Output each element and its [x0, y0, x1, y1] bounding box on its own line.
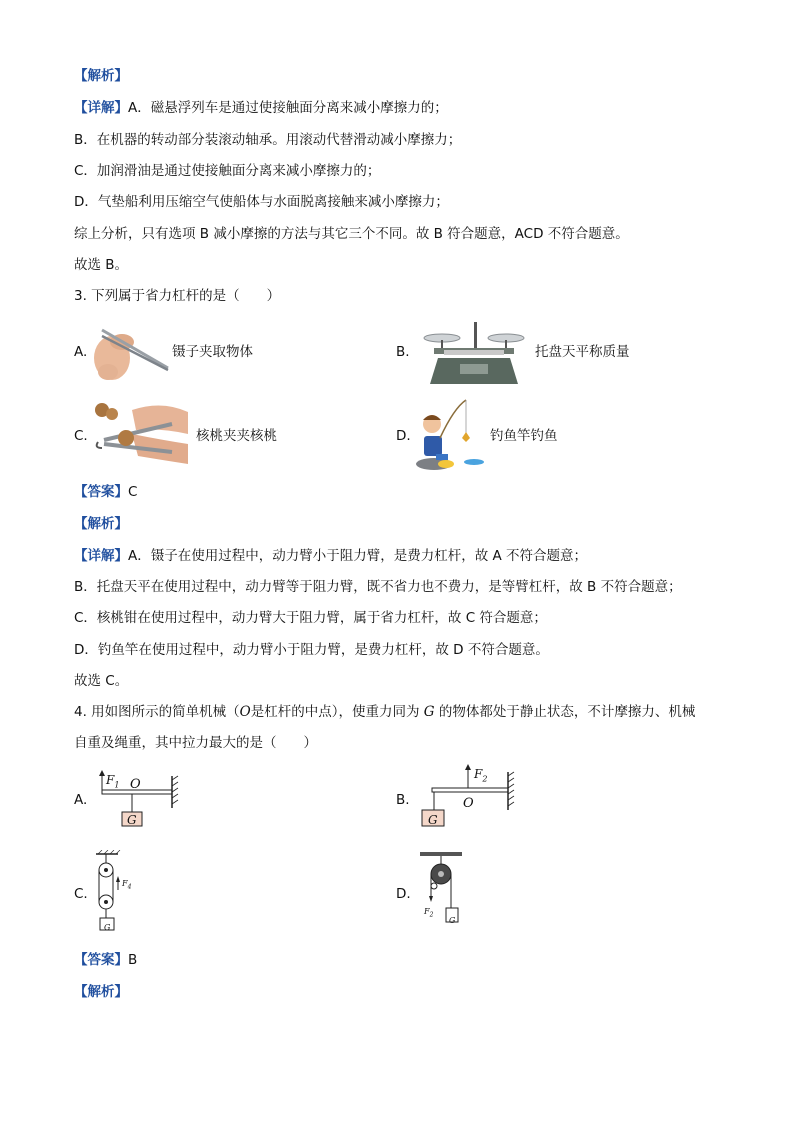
q4-a-weight-label: G [127, 813, 137, 827]
q2-summary: 综上分析，只有选项 B 减小摩擦的方法与其它三个不同。故 B 符合题意，ACD 不符合题意。 [74, 226, 629, 242]
fishing-boy-image [414, 398, 486, 472]
q3-option-c-label: 核桃夹夹核桃 [196, 428, 277, 444]
q3-detail-b: B．托盘天平在使用过程中，动力臂等于阻力臂，既不省力也不费力，是等臂杠杆，故 B 不符合题意； [74, 579, 682, 595]
q3-option-d-letter: D. [396, 428, 411, 444]
tweezers-image [92, 320, 172, 384]
q4-d-weight-label: G [449, 916, 456, 925]
q4-stem-line2: 自重及绳重，其中拉力最大的是（ ） [74, 735, 317, 751]
q3-option-d-label: 钓鱼竿钓鱼 [490, 428, 558, 444]
q4-c-force-label: $F_4$ [122, 879, 132, 891]
q4-answer: 【答案】B [74, 952, 138, 968]
q4-option-a-letter: A. [74, 792, 88, 808]
q4-b-pivot-label: O [463, 796, 474, 811]
q3-choose: 故选 C。 [74, 673, 129, 689]
q4-b-force-label: $F_2$ [474, 767, 488, 784]
q2-detail-c: C．加润滑油是通过使接触面分离来减小摩擦力的； [74, 163, 381, 179]
q3-answer: 【答案】C [74, 484, 138, 500]
q2-detail-d: D．气垫船利用压缩空气使船体与水面脱离接触来减小摩擦力； [74, 194, 449, 210]
q3-detail-d: D．钓鱼竿在使用过程中，动力臂小于阻力臂，是费力杠杆，故 D 不符合题意。 [74, 642, 549, 658]
q4-analysis-heading: 【解析】 [74, 984, 128, 1000]
q4-option-d-letter: D. [396, 886, 411, 902]
q3-analysis-heading: 【解析】 [74, 516, 128, 532]
q4-a-force-label: $F_1$ [106, 773, 120, 790]
q4-stem-line1: 4. 用如图所示的简单机械（O是杠杆的中点），使重力同为 G 的物体都处于静止状态，不计摩擦力、机械 [74, 704, 696, 720]
q3-stem: 3. 下列属于省力杠杆的是（ ） [74, 288, 281, 304]
q4-b-weight-label: G [428, 813, 438, 827]
q3-option-b-label: 托盘天平称质量 [535, 344, 630, 360]
nutcracker-image [92, 400, 190, 468]
q3-option-b-letter: B. [396, 344, 410, 360]
q3-option-a-letter: A. [74, 344, 88, 360]
q3-option-a-label: 镊子夹取物体 [172, 344, 253, 360]
balance-scale-image [420, 318, 528, 386]
q4-option-b-letter: B. [396, 792, 410, 808]
q2-detail-a: 【详解】A．磁悬浮列车是通过使接触面分离来减小摩擦力的； [74, 100, 448, 116]
q4-c-weight-label: G [104, 923, 111, 932]
q4-a-pivot-label: O [130, 777, 141, 792]
q4-d-force-label: $F_2$ [424, 907, 434, 919]
q3-detail-a: 【详解】A．镊子在使用过程中，动力臂小于阻力臂，是费力杠杆，故 A 不符合题意； [74, 548, 588, 564]
q2-detail-b: B．在机器的转动部分装滚动轴承。用滚动代替滑动减小摩擦力； [74, 132, 462, 148]
q3-detail-c: C．核桃钳在使用过程中，动力臂大于阻力臂，属于省力杠杆，故 C 符合题意； [74, 610, 547, 626]
q4-option-c-letter: C. [74, 886, 88, 902]
q3-option-c-letter: C. [74, 428, 88, 444]
q2-choose: 故选 B。 [74, 257, 129, 273]
analysis-heading: 【解析】 [74, 68, 128, 84]
